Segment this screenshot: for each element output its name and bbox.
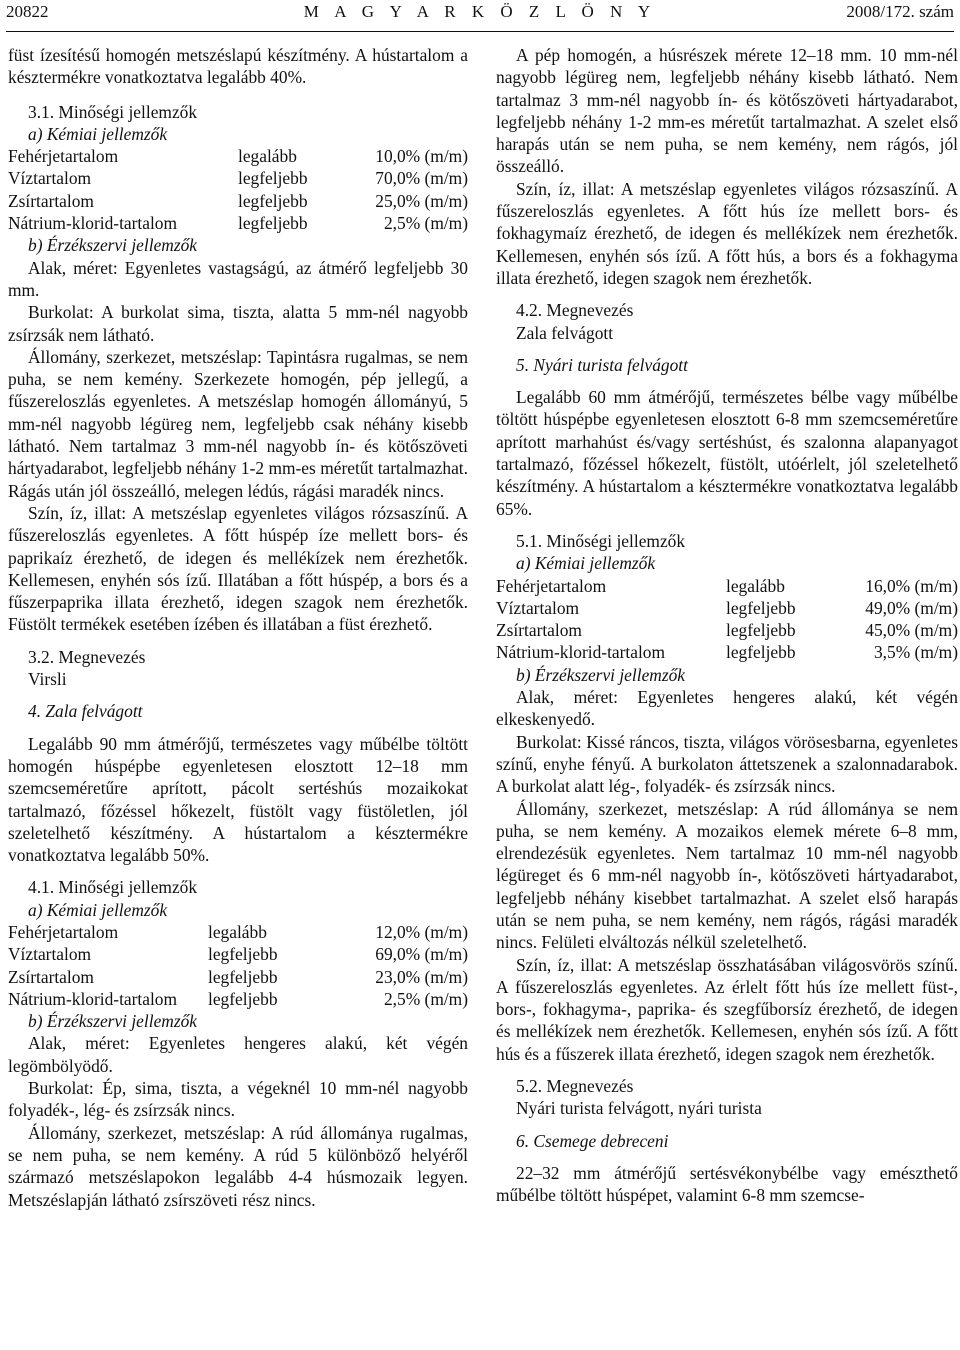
- table-row: [496, 575, 958, 597]
- table-row: [496, 641, 958, 663]
- header-rule: [6, 31, 954, 32]
- table-cell: 25,0% (m/m): [375, 190, 468, 211]
- paragraph: Szín, íz, illat: A metszéslap egyenletes világos rózsaszínű. A fűszereloszlás egyenletes. A főtt hús íze mellett bors- és fokhagymaíz érezhető, de idegen és mellékízek nem érezhetők. Kellemesen, enyhén sós ízű. A főtt hús, a bors és a fokhagyma illata érezhető, idegen szagok nem érezhetők.: [496, 178, 958, 288]
- paragraph: Állomány, szerkezet, metszéslap: Tapintásra rugalmas, se nem puha, se nem kemény. Szerkezete homogén, pép jellegű, a fűszereloszlás egyenletes. A metszéslap homogén állományú, 5 mm-nél nagyobb légüreg nem, legfeljebb csak néhány kisebb látható. Nem tartalmaz 3 mm-nél nagyobb ín- és kötőszöveti hártyadarabot, legfeljebb néhány 1-2 mm-es méretűt tartalmazhat. Rágás után jól összeálló, melegen lédús, rágási maradék nincs.: [8, 346, 468, 501]
- section-heading: 3.2. Megnevezés: [28, 646, 146, 667]
- subsection-heading: a) Kémiai jellemzők: [28, 899, 168, 920]
- paragraph: Burkolat: A burkolat sima, tiszta, alatta 5 mm-nél nagyobb zsírzsák nem látható.: [8, 302, 468, 345]
- table-cell: 23,0% (m/m): [375, 966, 468, 987]
- paragraph: Állomány, szerkezet, metszéslap: A rúd állománya rugalmas, se nem puha, se nem kemény. A rúd 5 különböző helyéről származó metszéslapokon legalább 4-4 húsmozaik legyen. Metszéslapján látható zsírszöveti rész nincs.: [8, 1122, 468, 1210]
- issue-number: 2008/172. szám: [846, 2, 954, 21]
- table-cell: Fehérjetartalom: [496, 575, 607, 596]
- paragraph: A pép homogén, a húsrészek mérete 12–18 mm. 10 mm-nél nagyobb légüreg nem, legfeljebb néhány kisebb látható. Nem tartalmaz 3 mm-nél nagyobb ín- és kötőszöveti hártyadarabot, legfeljebb néhány 1-2 mm-es méretűt tartalmazhat. A szelet első harapás után se nem puha, se nem kemény, nem rágós, jól összeálló.: [496, 45, 958, 177]
- table-cell: Fehérjetartalom: [8, 146, 119, 167]
- table-cell: 16,0% (m/m): [865, 575, 958, 596]
- paragraph: Burkolat: Ép, sima, tiszta, a végeknél 10 mm-nél nagyobb folyadék-, lég- és zsírzsák nincs.: [8, 1078, 468, 1121]
- table-cell: legfeljebb: [726, 642, 796, 663]
- table-cell: legfeljebb: [208, 966, 278, 987]
- table-cell: 70,0% (m/m): [375, 168, 468, 189]
- chemical-table-1: [8, 145, 468, 234]
- table-cell: legfeljebb: [208, 988, 278, 1009]
- table-cell: legalább: [208, 921, 267, 942]
- paragraph: Alak, méret: Egyenletes hengeres alakú, két végén elkeskenyedő.: [496, 687, 958, 730]
- table-row: [8, 212, 468, 234]
- table-cell: Víztartalom: [496, 597, 580, 618]
- table-cell: Nátrium-klorid-tartalom: [8, 213, 178, 234]
- table-cell: Zsírtartalom: [8, 190, 94, 211]
- chemical-table-2: [8, 921, 468, 1010]
- table-row: [8, 943, 468, 965]
- paragraph: Szín, íz, illat: A metszéslap összhatásában világosvörös színű. A fűszereloszlás egyenletes. Az érlelt főtt hús íze mellett füst-, bors-, fokhagyma-, paprika- és szegfűborsíz érezhető, de idegen és mellékízek nem érezhetők. Kellemesen, enyhén sós ízű. A főtt hús és a fűszerek illata érezhető, idegen szagok nem érezhetők.: [496, 954, 958, 1064]
- subsection-heading: a) Kémiai jellemzők: [28, 123, 168, 144]
- table-cell: 10,0% (m/m): [375, 146, 468, 167]
- section-heading: 4.1. Minőségi jellemzők: [28, 877, 198, 898]
- section-heading: 5.1. Minőségi jellemzők: [516, 530, 686, 551]
- paragraph: Állomány, szerkezet, metszéslap: A rúd állománya se nem puha, se nem kemény. A mozaikos elemek mérete 6–8 mm, elrendezésük egyenletes. Nem tartalmaz 10 mm-nél nagyobb légüreget és 6 mm-nél nagyobb ín-, kötőszöveti hártyadarabot, legfeljebb néhány kisebbet tartalmazhat. A szelet első harapás után se nem puha, se nem kemény, nem rágós, rágási maradék nincs. Felületi elváltozás nélkül szeletelhető.: [496, 798, 958, 953]
- table-cell: 69,0% (m/m): [375, 944, 468, 965]
- table-cell: 49,0% (m/m): [865, 597, 958, 618]
- table-row: [8, 167, 468, 189]
- chapter-heading: 6. Csemege debreceni: [516, 1130, 669, 1151]
- subsection-heading: b) Érzékszervi jellemzők: [28, 235, 198, 256]
- table-cell: Nátrium-klorid-tartalom: [8, 988, 178, 1009]
- table-cell: Fehérjetartalom: [8, 921, 119, 942]
- subsection-heading: b) Érzékszervi jellemzők: [28, 1011, 198, 1032]
- paragraph: Legalább 90 mm átmérőjű, természetes vagy műbélbe töltött homogén húspépbe egyenletesen elosztott 12–18 mm szemcseméretűre aprított, pácolt sertéshús mozaikokat tartalmazó, főzéssel hőkezelt, füstölt vagy füstöletlen, jól szeletelhető készítmény. A hústartalom a késztermékre vonatkoztatva legalább 50%.: [8, 733, 468, 866]
- paragraph: Burkolat: Kissé ráncos, tiszta, világos vörösesbarna, egyenletes színű, enyhe fényű. A burkolaton áttetszenek a szalonnadarabok. A burkolat alatt lég-, folyadék- és zsírzsák nincs.: [496, 731, 958, 797]
- chapter-heading: 5. Nyári turista felvágott: [516, 354, 688, 375]
- table-row: [8, 145, 468, 167]
- table-cell: Nátrium-klorid-tartalom: [496, 642, 666, 663]
- table-row: [8, 966, 468, 988]
- chapter-heading: 4. Zala felvágott: [28, 701, 143, 722]
- subsection-heading: a) Kémiai jellemzők: [516, 553, 656, 574]
- table-cell: legfeljebb: [238, 213, 308, 234]
- table-cell: legalább: [238, 146, 297, 167]
- table-cell: Zsírtartalom: [496, 620, 582, 641]
- table-cell: 3,5% (m/m): [873, 642, 958, 663]
- table-row: [496, 597, 958, 619]
- page-number: 20822: [6, 2, 49, 21]
- subsection-heading: b) Érzékszervi jellemzők: [516, 664, 686, 685]
- table-cell: legfeljebb: [208, 944, 278, 965]
- paragraph: Alak, méret: Egyenletes vastagságú, az átmérő legfeljebb 30 mm.: [8, 257, 468, 300]
- table-cell: Zsírtartalom: [8, 966, 94, 987]
- table-cell: 2,5% (m/m): [383, 213, 468, 234]
- paragraph: 22–32 mm átmérőjű sertésvékonybélbe vagy emészthető műbélbe töltött húspépet, valamint 6-8 mm szemcse-: [496, 1162, 958, 1206]
- paragraph: Legalább 60 mm átmérőjű, természetes bélbe vagy műbélbe töltött húspépbe egyenletesen elosztott 6-8 mm szemcseméretűre aprított marhahúst és/vagy sertéshúst, és szalonna alapanyagot tartalmazó, főzéssel hőkezelt, füstölt, utóérlelt, jól szeletelhető készítmény. A hústartalom a késztermékre vonatkoztatva legalább 65%.: [496, 387, 958, 519]
- table-row: [8, 921, 468, 943]
- table-row: [496, 619, 958, 641]
- paragraph: Szín, íz, illat: A metszéslap egyenletes világos rózsaszínű. A fűszereloszlás egyenletes. A főtt húspép íze mellett bors- és paprikaíz érezhető, de idegen és mellékízek nem érezhetők. Kellemesen, enyhén sós ízű. Illatában a főtt húspép, a bors és a fűszerpaprika illata érezhető, idegen szagok nem érezhetők. Füstölt termékek esetében ízében és illatában a füst érezhető.: [8, 502, 468, 635]
- right-column: [496, 44, 958, 1207]
- product-name: Virsli: [28, 669, 67, 690]
- section-heading: 5.2. Megnevezés: [516, 1076, 634, 1097]
- table-cell: legfeljebb: [238, 190, 308, 211]
- paragraph: füst ízesítésű homogén metszéslapú készítmény. A hústartalom a késztermékre vonatkoztatva legalább 40%.: [8, 45, 468, 88]
- chemical-table-3: [496, 575, 958, 664]
- section-heading: 4.2. Megnevezés: [516, 300, 634, 321]
- table-cell: 2,5% (m/m): [383, 988, 468, 1009]
- table-row: [8, 190, 468, 212]
- page-header: [6, 0, 954, 28]
- journal-title: M A G Y A R K Ö Z L Ö N Y: [303, 2, 657, 21]
- table-cell: legfeljebb: [238, 168, 308, 189]
- table-cell: 12,0% (m/m): [375, 921, 468, 942]
- table-cell: legfeljebb: [726, 620, 796, 641]
- table-cell: Víztartalom: [8, 168, 92, 189]
- table-row: [8, 988, 468, 1010]
- table-cell: 45,0% (m/m): [865, 620, 958, 641]
- product-name: Nyári turista felvágott, nyári turista: [516, 1098, 762, 1119]
- table-cell: Víztartalom: [8, 944, 92, 965]
- table-cell: legfeljebb: [726, 597, 796, 618]
- product-name: Zala felvágott: [516, 322, 614, 343]
- left-column: [8, 44, 468, 1211]
- paragraph: Alak, méret: Egyenletes hengeres alakú, két végén legömbölyödő.: [8, 1033, 468, 1076]
- table-cell: legalább: [726, 575, 785, 596]
- section-heading: 3.1. Minőségi jellemzők: [28, 101, 198, 122]
